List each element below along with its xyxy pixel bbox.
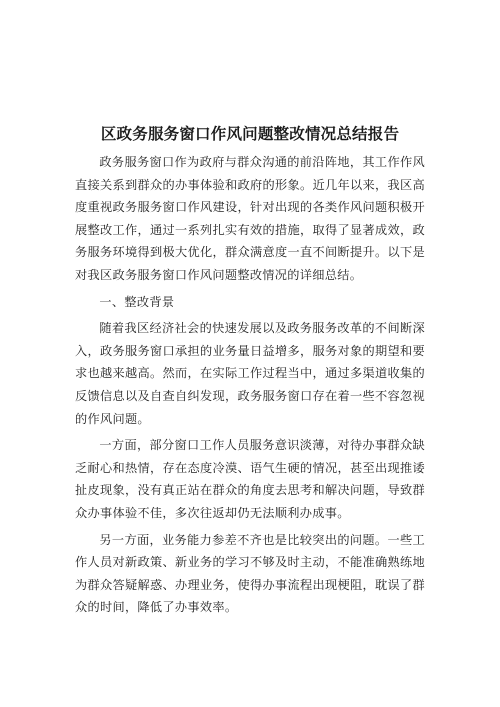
paragraph-intro: 政务服务窗口作为政府与群众沟通的前沿阵地，其工作作风直接关系到群众的办事体验和政府的形象。近几年以来，我区高度重视政务服务窗口作风建设，针对出现的各类作风问题积极开展整改工作，通过一系列扎实有效的措施，取得了显著成效，政务服务环境得到极大优化，群众满意度一直不间断提升。以下是对我区政务服务窗口作风问题整改情况的详细总结。 (75, 155, 425, 282)
paragraph-business-ability: 另一方面，业务能力参差不齐也是比较突出的问题。一些工作人员对新政策、新业务的学习不够及时主动，不能准确熟练地为群众答疑解惑、办理业务，使得办事流程出现梗阻，耽误了群众的时间，降低了办事效率。 (75, 532, 425, 615)
document-title: 区政务服务窗口作风问题整改情况总结报告 (100, 125, 400, 143)
paragraph-background: 随着我区经济社会的快速发展以及政务服务改革的不间断深入，政务服务窗口承担的业务量日益增多，服务对象的期望和要求也越来越高。然而，在实际工作过程当中，通过多渠道收集的反馈信息以及自查自纠发现，政务服务窗口存在着一些不容忽视的作风问题。 (75, 321, 425, 426)
section-heading: 一、整改背景 (99, 294, 175, 309)
paragraph-service-attitude: 一方面，部分窗口工作人员服务意识淡薄，对待办事群众缺乏耐心和热情，存在态度冷漠、语气生硬的情况，甚至出现推诿扯皮现象，没有真正站在群众的角度去思考和解决问题，导致群众办事体验不佳，多次往返却仍无法顺利办成事。 (75, 438, 425, 520)
document-body (75, 151, 425, 623)
